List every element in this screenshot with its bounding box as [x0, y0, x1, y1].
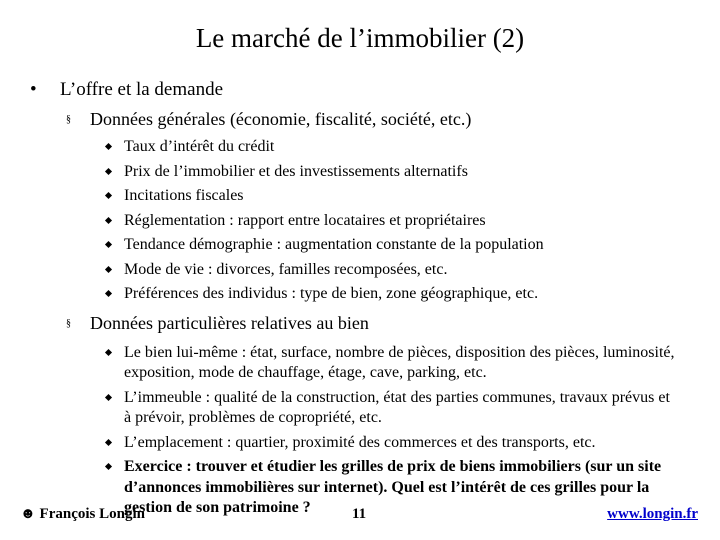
list-item: L’immeuble : qualité de la construction, état des parties communes, travaux prévus et à prévoir, problèmes de copropriété, etc. — [0, 388, 720, 429]
diamond-bullet-icon — [105, 241, 112, 248]
diamond-bullet-icon — [105, 265, 112, 272]
list-item: Tendance démographie : augmentation constante de la population — [0, 235, 720, 256]
diamond-bullet-icon — [105, 192, 112, 199]
general-data-list — [0, 137, 720, 305]
specific-data-list — [0, 343, 720, 519]
diamond-bullet-icon — [105, 167, 112, 174]
subsection-specific — [0, 311, 720, 335]
diamond-bullet-icon — [105, 143, 112, 150]
diamond-bullet-icon — [105, 393, 112, 400]
section-heading — [0, 78, 720, 102]
diamond-bullet-icon — [105, 463, 112, 470]
bullet-dot: • — [30, 79, 37, 100]
subsection-general — [0, 107, 720, 131]
diamond-bullet-icon — [105, 216, 112, 223]
footer-author: ☻ François Longin — [20, 506, 145, 522]
page-number: 11 — [352, 506, 367, 522]
subsection-label: Données générales (économie, fiscalité, société, etc.) — [90, 109, 472, 129]
section-mark-icon: § — [66, 114, 71, 125]
exercise-item: Exercice : trouver et étudier les grilles de prix de biens immobiliers (sur un site d’annonces immobilières sur internet). Quel est l’intérêt de ces grilles pour la gestion de son patrimoine ? — [0, 457, 720, 519]
subsection-label: Données particulières relatives au bien — [90, 312, 369, 333]
list-item: Mode de vie : divorces, familles recomposées, etc. — [0, 260, 720, 281]
list-item: Réglementation : rapport entre locataires et propriétaires — [0, 211, 720, 232]
section-mark-icon: § — [66, 317, 71, 329]
list-item: Prix de l’immobilier et des investissements alternatifs — [0, 162, 720, 183]
diamond-bullet-icon — [105, 290, 112, 297]
website-link[interactable]: www.longin.fr — [607, 506, 698, 522]
list-item: Préférences des individus : type de bien, zone géographique, etc. — [0, 284, 720, 305]
slide-footer — [0, 500, 720, 540]
section-heading-text: L’offre et la demande — [60, 79, 224, 100]
slide-content — [0, 78, 720, 523]
diamond-bullet-icon — [105, 438, 112, 445]
diamond-bullet-icon — [105, 348, 112, 355]
list-item: Le bien lui-même : état, surface, nombre de pièces, disposition des pièces, luminosité, exposition, mode de chauffage, étage, cave, parking, etc. — [0, 343, 720, 384]
list-item: Incitations fiscales — [0, 186, 720, 207]
list-item: Taux d’intérêt du crédit — [0, 137, 720, 158]
slide-title: Le marché de l’immobilier (2) — [195, 23, 525, 53]
list-item: L’emplacement : quartier, proximité des commerces et des transports, etc. — [0, 433, 720, 454]
